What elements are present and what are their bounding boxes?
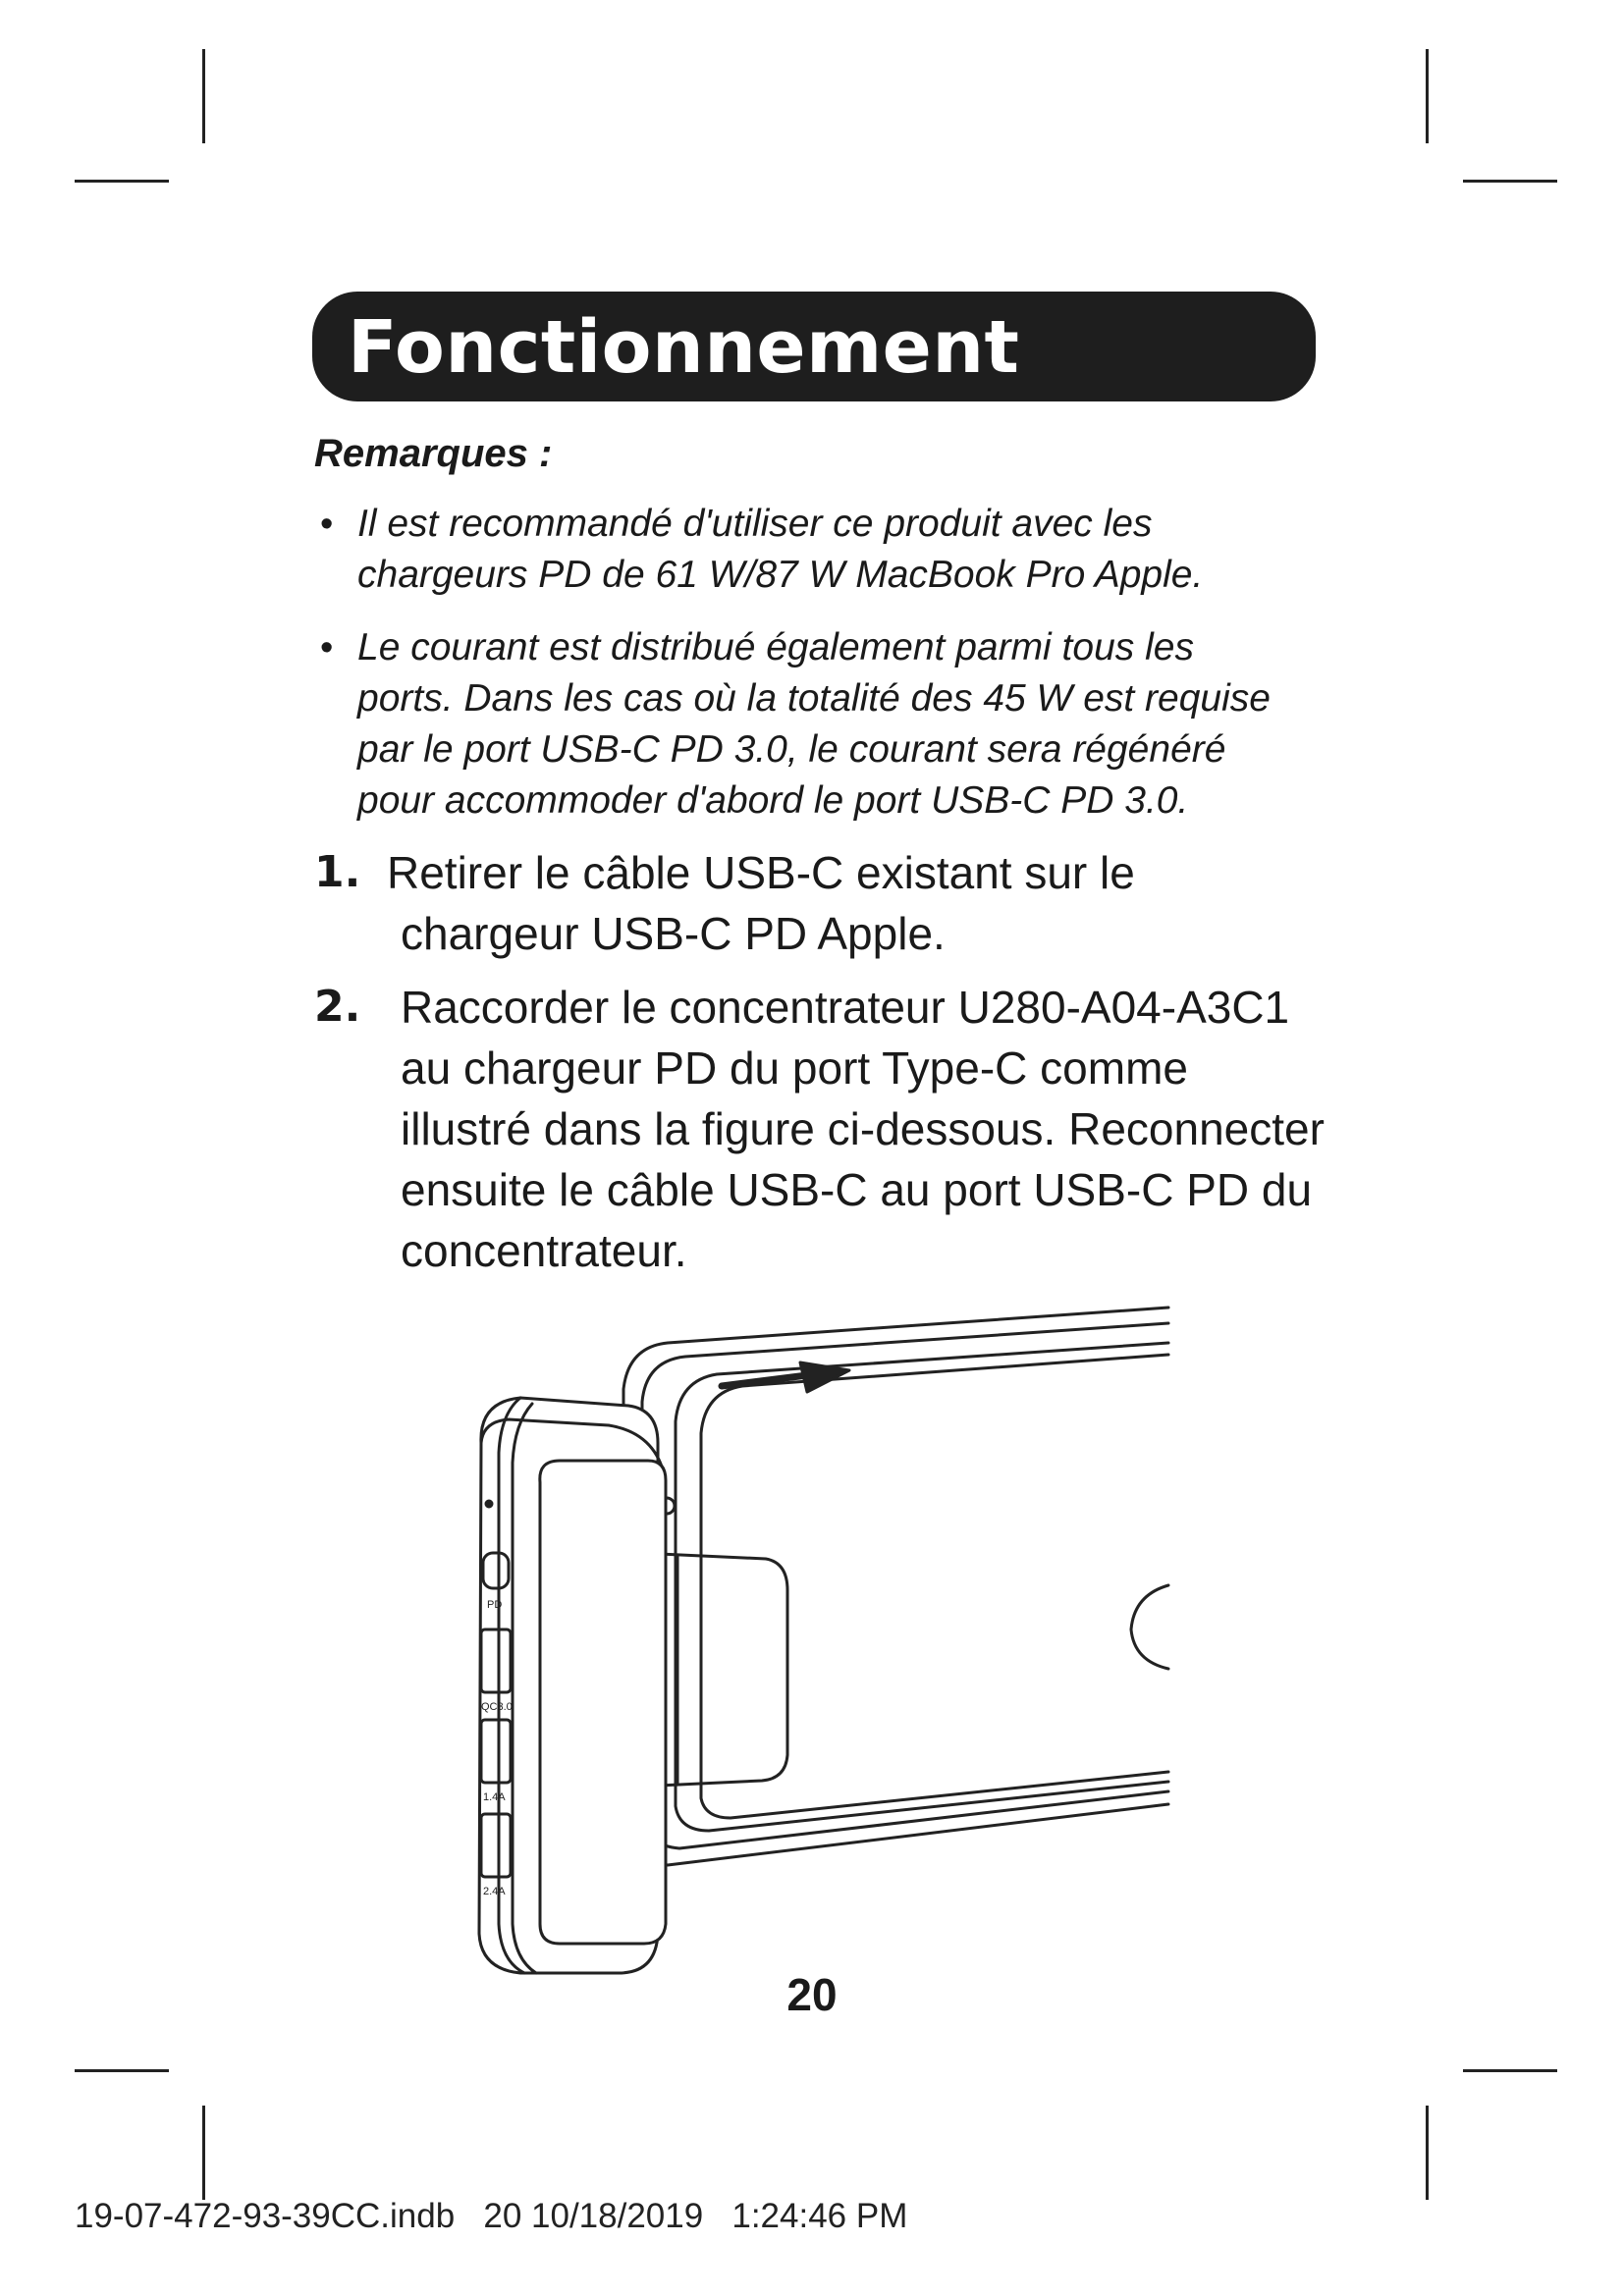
page-number: 20 bbox=[786, 1969, 838, 2020]
notes-title: Remarques : bbox=[314, 432, 553, 475]
port-label: PD bbox=[487, 1599, 503, 1611]
step-line: Retirer le câble USB-C existant sur le bbox=[387, 847, 1135, 898]
step-line: Raccorder le concentrateur U280-A04-A3C1 bbox=[401, 982, 1290, 1033]
section-header bbox=[312, 292, 1316, 401]
crop-mark-bottom-left-vertical bbox=[202, 2106, 205, 2200]
note-item bbox=[320, 499, 1349, 601]
note-line: Le courant est distribué également parmi tous les bbox=[357, 626, 1194, 668]
note-line: chargeurs PD de 61 W/87 W MacBook Pro Apple. bbox=[357, 554, 1204, 596]
crop-mark-top-right-vertical bbox=[1426, 49, 1429, 143]
step-number: 2. bbox=[314, 982, 361, 1032]
step-line: au chargeur PD du port Type-C comme bbox=[401, 1042, 1188, 1094]
crop-mark-bottom-right-vertical bbox=[1426, 2106, 1429, 2200]
port-label: QC3.0 bbox=[481, 1701, 513, 1713]
note-line: ports. Dans les cas où la totalité des 45 W est requise bbox=[357, 677, 1271, 720]
step-line: ensuite le câble USB-C au port USB-C PD du bbox=[401, 1164, 1313, 1215]
note-line: Il est recommandé d'utiliser ce produit avec les bbox=[357, 503, 1153, 545]
crop-mark-top-left-horizontal bbox=[75, 180, 169, 183]
print-slug: 19-07-472-93-39CC.indb 20 10/18/2019 1:24:46 PM bbox=[75, 2197, 908, 2235]
bullet-icon: • bbox=[320, 504, 334, 545]
port-label: 1.4A bbox=[483, 1791, 506, 1803]
crop-mark-bottom-right-horizontal bbox=[1463, 2069, 1557, 2072]
pd-charger-drawing bbox=[623, 1308, 1168, 1865]
crop-mark-bottom-left-horizontal bbox=[75, 2069, 169, 2072]
note-item bbox=[320, 622, 1349, 827]
usb-hub-drawing bbox=[479, 1398, 666, 1973]
note-line: par le port USB-C PD 3.0, le courant sera régénéré bbox=[357, 728, 1226, 771]
crop-mark-top-left-vertical bbox=[202, 49, 205, 143]
step-number: 1. bbox=[314, 847, 361, 897]
section-title: Fonctionnement bbox=[348, 305, 1020, 390]
step-line: illustré dans la figure ci-dessous. Reconnecter bbox=[401, 1103, 1325, 1154]
port-label: 2.4A bbox=[483, 1886, 506, 1897]
hub-charger-illustration bbox=[422, 1296, 1188, 1993]
step-line: chargeur USB-C PD Apple. bbox=[401, 908, 946, 959]
note-line: pour accommoder d'abord le port USB-C PD 3.0. bbox=[357, 779, 1189, 822]
step-line: concentrateur. bbox=[401, 1225, 687, 1276]
crop-mark-top-right-horizontal bbox=[1463, 180, 1557, 183]
bullet-icon: • bbox=[320, 627, 334, 668]
